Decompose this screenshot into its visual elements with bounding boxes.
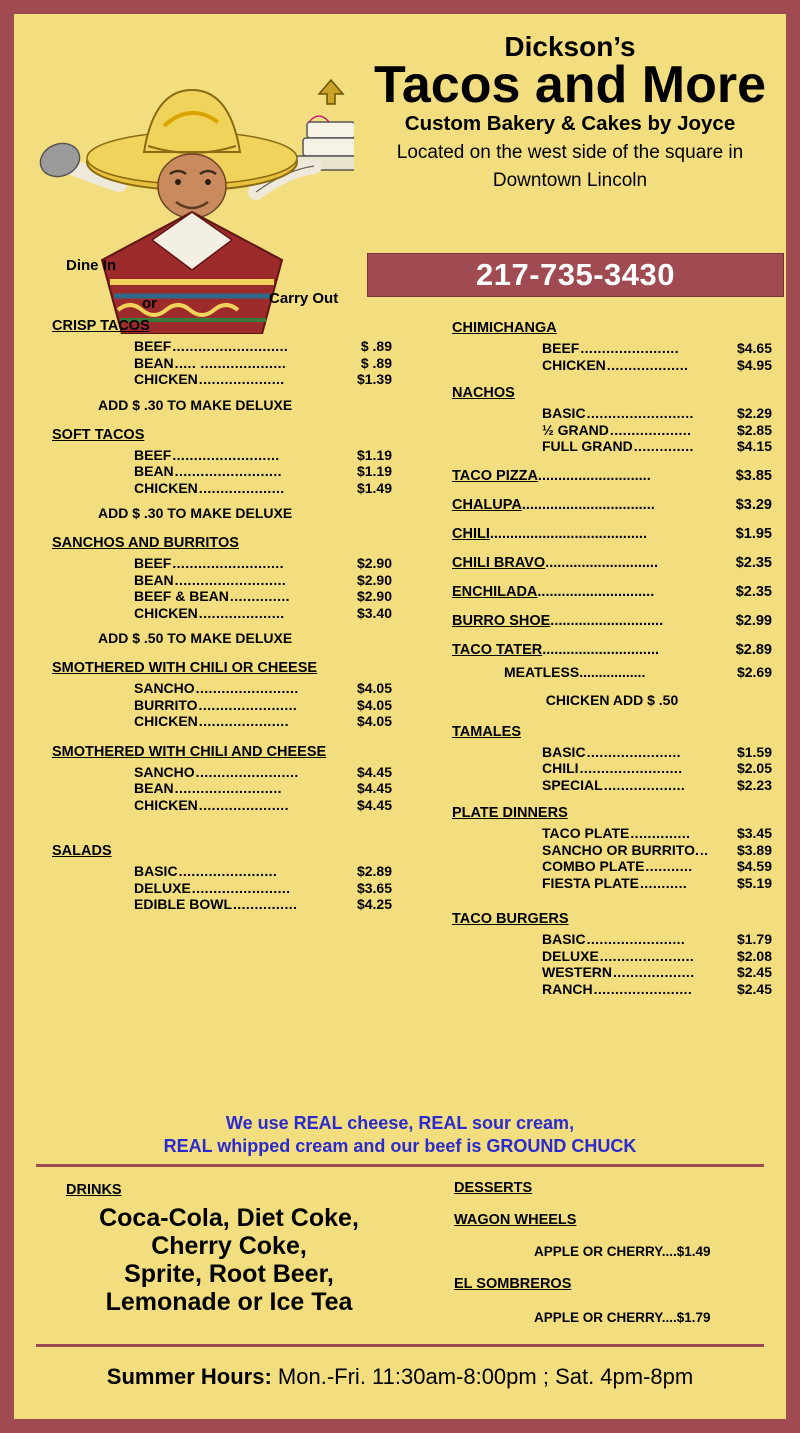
- menu-column-left: [52, 304, 392, 913]
- item-name: CHILI: [452, 525, 490, 542]
- el-sombreros-item: APPLE OR CHERRY....$1.79: [534, 1310, 711, 1325]
- menu-column-right: [452, 304, 772, 997]
- item-price: $2.89: [356, 863, 392, 880]
- dot-leader: ......................: [586, 743, 681, 760]
- menu-row: [542, 744, 772, 761]
- drinks-line-2: Cherry Coke,: [151, 1232, 307, 1260]
- brand-tagline: Custom Bakery & Cakes by Joyce: [404, 112, 736, 136]
- section-title-taco-burgers: TACO BURGERS: [452, 911, 569, 928]
- item-name: BEAN: [134, 780, 174, 797]
- dot-leader: ...........................: [172, 338, 289, 354]
- wagon-wheels-item: APPLE OR CHERRY....$1.49: [534, 1244, 711, 1259]
- section-items-smothered-or: [134, 680, 392, 730]
- dot-leader: .......................: [178, 863, 278, 880]
- item-name: ENCHILADA: [452, 583, 538, 600]
- menu-row: [134, 447, 392, 464]
- dot-leader: ...................: [613, 964, 695, 981]
- menu-row: [542, 357, 772, 374]
- item-price: $2.89: [735, 641, 772, 658]
- item-name: BEEF: [134, 555, 172, 572]
- menu-row: [134, 588, 392, 605]
- menu-row: [542, 760, 772, 777]
- dot-leader: ..........................: [172, 555, 284, 572]
- section-note-crisp-tacos: ADD $ .30 TO MAKE DELUXE: [98, 396, 293, 413]
- item-name: BEEF: [542, 340, 580, 356]
- item-price: $4.05: [356, 696, 392, 713]
- dot-leader: ...................: [603, 776, 686, 793]
- item-price: $2.29: [736, 405, 772, 422]
- menu-row: [542, 948, 772, 965]
- dot-leader: ..........................: [174, 571, 287, 588]
- item-price: $4.05: [356, 713, 392, 730]
- item-price: $1.49: [356, 479, 392, 496]
- menu-row: [542, 825, 772, 842]
- dot-leader: .......................: [580, 340, 680, 356]
- menu-row: [134, 463, 392, 480]
- item-price: $4.65: [736, 340, 772, 356]
- section-items-tamales: [542, 744, 772, 794]
- dot-leader: ..............: [633, 438, 694, 455]
- item-name: WESTERN: [542, 964, 612, 981]
- menu-row: [134, 572, 392, 589]
- item-name: CHALUPA: [452, 496, 522, 513]
- dot-leader: .......................: [586, 931, 686, 948]
- menu-row: [134, 797, 392, 814]
- menu-row: [542, 777, 772, 794]
- item-name: DELUXE: [542, 947, 599, 964]
- item-name: CHILI BRAVO: [452, 554, 546, 571]
- section-title-smothered-or: SMOTHERED WITH CHILI OR CHEESE: [52, 660, 318, 677]
- taco-tater-chicken-note: CHICKEN ADD $ .50: [545, 691, 679, 708]
- item-price: $1.39: [356, 371, 392, 388]
- menu-row: [134, 880, 392, 897]
- dot-leader: ............................: [550, 612, 664, 629]
- menu-row: [134, 713, 392, 730]
- bottom-section: [14, 1172, 786, 1352]
- divider-bottom: [36, 1344, 764, 1347]
- item-name: TACO PIZZA: [452, 467, 538, 484]
- item-price: $ .89: [360, 338, 392, 354]
- dot-leader: ...........: [645, 858, 693, 875]
- menu-row: [134, 896, 392, 913]
- brand-name-small: Dickson’s: [504, 31, 636, 62]
- hours-line: [14, 1364, 786, 1390]
- carry-out-label: Carry Out: [269, 290, 339, 307]
- item-name: CHICKEN: [134, 479, 198, 496]
- item-price: $2.69: [736, 663, 772, 680]
- item-price: $3.65: [356, 879, 392, 896]
- dot-leader: ........................: [195, 680, 299, 697]
- item-name: CHICKEN: [134, 604, 198, 621]
- section-title-el-sombreros: EL SOMBREROS: [454, 1276, 572, 1292]
- dot-leader: .................................: [521, 496, 655, 513]
- item-price: $4.59: [736, 858, 772, 875]
- item-name: BEEF: [134, 446, 172, 463]
- brand-block: [364, 32, 776, 192]
- dot-leader: ...............: [233, 896, 298, 913]
- drinks-line-3: Sprite, Root Beer,: [124, 1260, 334, 1288]
- mascot-illustration: [24, 34, 354, 334]
- item-name: TACO PLATE: [542, 825, 630, 842]
- menu-row: [134, 605, 392, 622]
- item-price: $3.45: [736, 825, 772, 842]
- item-price: $2.90: [356, 571, 392, 588]
- menu-row-taco-tater: [452, 642, 772, 658]
- item-price: $2.90: [356, 555, 392, 572]
- drinks-list: [34, 1204, 424, 1316]
- item-name: SANCHO OR BURRITO.: [542, 841, 699, 858]
- item-name: BEEF & BEAN: [134, 588, 229, 605]
- section-title-sanchos-burritos: SANCHOS AND BURRITOS: [52, 535, 239, 552]
- section-items-salads: [134, 863, 392, 913]
- dot-leader: .......................: [198, 696, 298, 713]
- dot-leader: .........................: [172, 446, 280, 463]
- item-price: $4.45: [356, 763, 392, 780]
- item-name: BEEF: [134, 338, 172, 354]
- item-name: DELUXE: [134, 879, 191, 896]
- item-price: $3.85: [735, 467, 772, 484]
- dot-leader: .........................: [174, 780, 282, 797]
- item-name: EDIBLE BOWL: [134, 896, 232, 913]
- section-note-sanchos-burritos: ADD $ .50 TO MAKE DELUXE: [98, 630, 293, 647]
- dot-leader: ......................: [599, 947, 695, 964]
- section-title-plate-dinners: PLATE DINNERS: [452, 805, 568, 822]
- item-name: SPECIAL: [542, 776, 603, 793]
- phone-number: 217-735-3430: [475, 257, 676, 292]
- menu-row: [134, 338, 392, 355]
- menu-row: [134, 863, 392, 880]
- menu-row: [134, 697, 392, 714]
- menu-row: [134, 480, 392, 497]
- menu-row-taco-pizza: [452, 468, 772, 484]
- menu-row: [542, 405, 772, 422]
- dot-leader: .......................: [191, 879, 291, 896]
- menu-row: [134, 555, 392, 572]
- item-name: BEAN: [134, 463, 174, 480]
- menu-row: [542, 858, 772, 875]
- item-price: $4.25: [356, 896, 392, 913]
- dot-leader: ...........: [639, 874, 688, 891]
- slogan-line-1: We use REAL cheese, REAL sour cream,: [225, 1113, 575, 1133]
- menu-row: [542, 964, 772, 981]
- item-name: BASIC: [542, 743, 586, 760]
- item-name: COMBO PLATE: [542, 858, 645, 875]
- section-title-drinks: DRINKS: [66, 1182, 122, 1198]
- dot-leader: .................: [579, 663, 646, 680]
- menu-page: [14, 14, 786, 1419]
- item-name: BEAN: [134, 571, 174, 588]
- hours-value: Mon.-Fri. 11:30am-8:00pm ; Sat. 4pm-8pm: [271, 1364, 694, 1389]
- dot-leader: ..... ....................: [174, 354, 287, 371]
- menu-row-chalupa: [452, 497, 772, 513]
- item-price: $4.45: [356, 796, 392, 813]
- menu-row: [542, 438, 772, 455]
- section-note-soft-tacos: ADD $ .30 TO MAKE DELUXE: [98, 505, 293, 522]
- item-price: $1.19: [356, 463, 392, 480]
- item-price: $1.95: [735, 525, 772, 542]
- item-price: $4.45: [356, 780, 392, 797]
- section-items-taco-burgers: [542, 931, 772, 997]
- section-items-plate-dinners: [542, 825, 772, 891]
- dot-leader: .............................: [537, 583, 655, 600]
- dot-leader: .......................................: [489, 525, 647, 542]
- dot-leader: ....................: [198, 604, 285, 621]
- dot-leader: .....................: [198, 796, 289, 813]
- item-price: $1.59: [736, 743, 772, 760]
- menu-row: [542, 981, 772, 998]
- dine-in-label: Dine In: [66, 257, 117, 274]
- dot-leader: ........................: [195, 763, 299, 780]
- item-price: $2.08: [736, 947, 772, 964]
- menu-row: [542, 842, 772, 859]
- item-price: $5.19: [736, 874, 772, 891]
- section-title-desserts: DESSERTS: [454, 1180, 533, 1196]
- item-price: $2.35: [735, 554, 772, 571]
- dot-leader: ..: [699, 841, 709, 858]
- dot-leader: .......................: [593, 980, 693, 997]
- location-line-1: Located on the west side of the square in: [396, 141, 744, 163]
- drinks-line-1: Coca-Cola, Diet Coke,: [99, 1204, 359, 1232]
- item-name: BASIC: [542, 405, 586, 422]
- item-name: RANCH: [542, 980, 593, 997]
- section-title-smothered-and: SMOTHERED WITH CHILI AND CHEESE: [52, 743, 327, 760]
- item-name: BURRO SHOE: [452, 612, 551, 629]
- item-name: ½ GRAND: [542, 421, 609, 438]
- item-price: $4.15: [736, 438, 772, 455]
- dot-leader: ...................: [609, 421, 692, 438]
- dot-leader: ....................: [198, 371, 285, 388]
- section-title-salads: SALADS: [52, 843, 112, 860]
- dot-leader: .........................: [174, 463, 282, 480]
- item-price: $ .89: [360, 354, 392, 371]
- item-price: $2.99: [735, 612, 772, 629]
- phone-banner[interactable]: [367, 253, 784, 297]
- slogan-block: [14, 1112, 786, 1158]
- item-name: MEATLESS: [504, 663, 580, 680]
- item-price: $2.85: [736, 421, 772, 438]
- dot-leader: .............................: [542, 641, 660, 658]
- menu-row: [542, 931, 772, 948]
- item-price: $2.05: [736, 760, 772, 777]
- dot-leader: ............................: [537, 467, 651, 484]
- brand-name-main: Tacos and More: [373, 56, 766, 115]
- menu-row: [134, 680, 392, 697]
- item-name: TACO TATER: [452, 641, 543, 658]
- section-items-crisp-tacos: [134, 338, 392, 388]
- dot-leader: ..............: [229, 588, 290, 605]
- item-price: $4.05: [356, 680, 392, 697]
- menu-row-chili: [452, 526, 772, 542]
- dot-leader: ...................: [606, 356, 689, 373]
- or-label: or: [142, 295, 157, 312]
- item-price: $2.35: [735, 583, 772, 600]
- menu-row-chili-bravo: [452, 555, 772, 571]
- section-title-crisp-tacos: CRISP TACOS: [52, 318, 150, 334]
- menu-row: [542, 340, 772, 357]
- menu-row: [542, 875, 772, 892]
- item-price: $2.23: [736, 776, 772, 793]
- section-items-chimichanga: [542, 340, 772, 373]
- item-name: BEAN: [134, 354, 174, 371]
- item-name: BASIC: [134, 863, 178, 880]
- item-price: $3.89: [736, 841, 772, 858]
- item-name: FULL GRAND: [542, 438, 633, 455]
- dot-leader: .........................: [586, 405, 694, 422]
- menu-row: [134, 780, 392, 797]
- menu-row: [134, 371, 392, 388]
- section-title-chimichanga: CHIMICHANGA: [452, 320, 557, 336]
- section-items-sanchos-burritos: [134, 555, 392, 621]
- section-title-tamales: TAMALES: [452, 723, 522, 740]
- item-price: $4.95: [736, 356, 772, 373]
- item-name: BURRITO: [134, 696, 198, 713]
- menu-row-enchilada: [452, 584, 772, 600]
- item-name: SANCHO: [134, 763, 195, 780]
- divider-top: [36, 1164, 764, 1167]
- menu-row-burro-shoe: [452, 613, 772, 629]
- section-items-nachos: [542, 405, 772, 455]
- menu-row: [542, 422, 772, 439]
- item-name: CHICKEN: [134, 796, 198, 813]
- item-name: SANCHO: [134, 680, 195, 697]
- item-name: CHILI: [542, 760, 579, 777]
- item-name: CHICKEN: [134, 713, 198, 730]
- item-price: $1.79: [736, 931, 772, 948]
- item-price: $3.29: [735, 496, 772, 513]
- menu-row: [134, 764, 392, 781]
- item-price: $2.45: [736, 980, 772, 997]
- drinks-line-4: Lemonade or Ice Tea: [105, 1288, 353, 1316]
- dot-leader: .....................: [198, 713, 289, 730]
- dot-leader: ....................: [198, 479, 285, 496]
- hours-label: Summer Hours:: [106, 1364, 272, 1389]
- item-name: FIESTA PLATE: [542, 874, 639, 891]
- dot-leader: ..............: [630, 825, 691, 842]
- section-title-soft-tacos: SOFT TACOS: [52, 426, 145, 443]
- item-name: CHICKEN: [134, 371, 198, 388]
- item-price: $3.40: [356, 604, 392, 621]
- item-price: $2.45: [736, 964, 772, 981]
- section-items-soft-tacos: [134, 447, 392, 497]
- section-title-wagon-wheels: WAGON WHEELS: [454, 1212, 577, 1228]
- item-price: $2.90: [356, 588, 392, 605]
- section-title-nachos: NACHOS: [452, 385, 515, 402]
- location-line-2: Downtown Lincoln: [492, 169, 648, 191]
- menu-header: [14, 14, 786, 312]
- dot-leader: ............................: [545, 554, 658, 571]
- item-name: CHICKEN: [542, 356, 606, 373]
- menu-row-taco-tater-meatless: [504, 664, 772, 680]
- item-price: $1.19: [356, 446, 392, 463]
- section-items-smothered-and: [134, 764, 392, 814]
- item-name: BASIC: [542, 931, 586, 948]
- menu-row: [134, 355, 392, 372]
- dot-leader: ........................: [579, 760, 683, 777]
- slogan-line-2: REAL whipped cream and our beef is GROUND CHUCK: [163, 1136, 637, 1157]
